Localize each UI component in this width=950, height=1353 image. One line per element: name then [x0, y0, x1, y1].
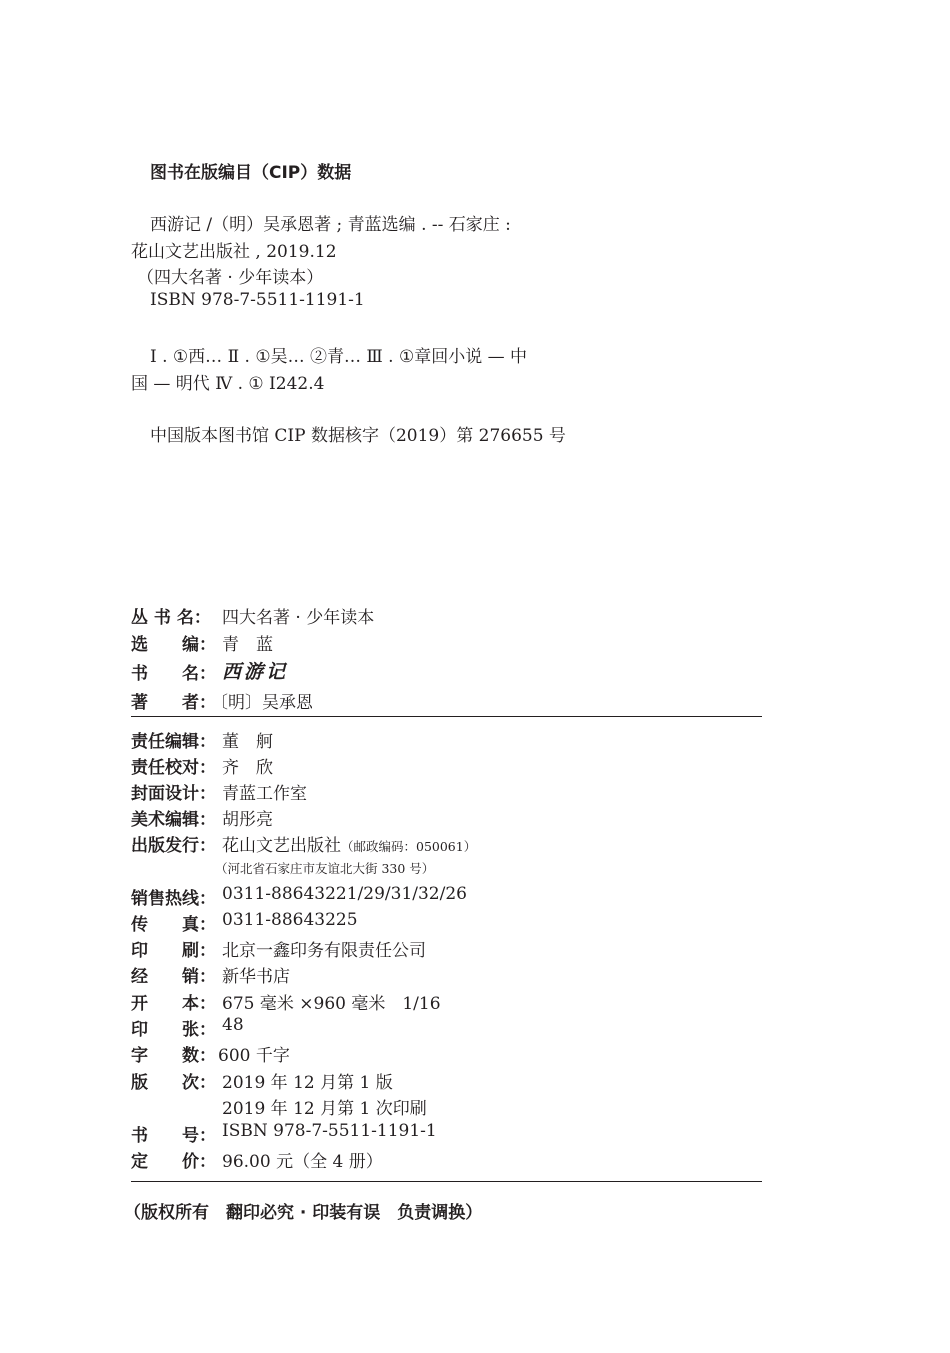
fax-label: 传 真：: [131, 915, 216, 935]
format-value: 675 毫米 ×960 毫米 1/16: [222, 994, 441, 1014]
publisher-value: [222, 831, 476, 856]
publisher-name: 花山文艺出版社: [222, 836, 341, 856]
format-label: 开 本：: [131, 994, 216, 1014]
isbn-label: 书 号：: [131, 1126, 216, 1146]
divider-top: [131, 716, 762, 717]
publisher-label: 出版发行：: [131, 836, 216, 856]
editor-value: 青 蓝: [222, 635, 273, 655]
cip-line-series: （四大名著 · 少年读本）: [137, 268, 324, 288]
distributor-value: 新华书店: [222, 967, 290, 987]
cover-design-value: 青蓝工作室: [222, 784, 307, 804]
art-editor-label: 美术编辑：: [131, 810, 216, 830]
cip-line-title: 西游记 /（明）吴承恩著 ; 青蓝选编 . -- 石家庄 :: [150, 215, 511, 235]
publisher-postcode: （邮政编码：050061）: [341, 839, 477, 854]
publisher-address: （河北省石家庄市友谊北大街 330 号）: [215, 861, 435, 876]
edition-value: 2019 年 12 月第 1 版: [222, 1073, 393, 1093]
word-count-value: 600 千字: [218, 1046, 290, 1066]
printer-value: 北京一鑫印务有限责任公司: [222, 941, 426, 961]
proofreader-value: 齐 欣: [222, 758, 273, 778]
resp-editor-value: 董 舸: [222, 732, 273, 752]
printer-label: 印 刷：: [131, 941, 216, 961]
isbn-value: ISBN 978-7-5511-1191-1: [222, 1121, 437, 1141]
fax-value: 0311-88643225: [222, 910, 358, 930]
cip-line-isbn: ISBN 978-7-5511-1191-1: [150, 290, 365, 310]
cip-line-publisher: 花山文艺出版社 , 2019.12: [131, 242, 337, 262]
art-editor-value: 胡彤亮: [222, 810, 273, 830]
price-value: 96.00 元（全 4 册）: [222, 1152, 383, 1172]
title-value: 西游记: [222, 661, 289, 683]
price-label: 定 价：: [131, 1152, 216, 1172]
cip-line-classification: Ⅰ . ①西… Ⅱ . ①吴… ②青… Ⅲ . ①章回小说 — 中: [150, 347, 528, 367]
word-count-label: 字 数：: [131, 1046, 216, 1066]
copyright-notice: （版权所有 翻印必究 · 印装有误 负责调换）: [124, 1203, 483, 1223]
cip-line-record-number: 中国版本图书馆 CIP 数据核字（2019）第 276655 号: [150, 426, 566, 446]
cip-line-classification-cont: 国 — 明代 Ⅳ . ① I242.4: [131, 374, 325, 394]
cip-heading: 图书在版编目（CIP）数据: [150, 163, 352, 183]
hotline-label: 销售热线：: [131, 889, 216, 909]
cover-design-label: 封面设计：: [131, 784, 216, 804]
printing-value: 2019 年 12 月第 1 次印刷: [222, 1099, 427, 1119]
series-label: 丛 书 名：: [131, 608, 211, 628]
author-value: 〔明〕吴承恩: [211, 693, 313, 713]
sheets-label: 印 张：: [131, 1020, 216, 1040]
author-label: 著 者：: [131, 693, 216, 713]
series-value: 四大名著 · 少年读本: [222, 608, 375, 628]
edition-label: 版 次：: [131, 1073, 216, 1093]
divider-bottom: [131, 1181, 762, 1182]
distributor-label: 经 销：: [131, 967, 216, 987]
sheets-value: 48: [222, 1015, 244, 1035]
editor-label: 选 编：: [131, 635, 216, 655]
title-label: 书 名：: [131, 664, 216, 684]
proofreader-label: 责任校对：: [131, 758, 216, 778]
hotline-value: 0311-88643221/29/31/32/26: [222, 884, 467, 904]
resp-editor-label: 责任编辑：: [131, 732, 216, 752]
